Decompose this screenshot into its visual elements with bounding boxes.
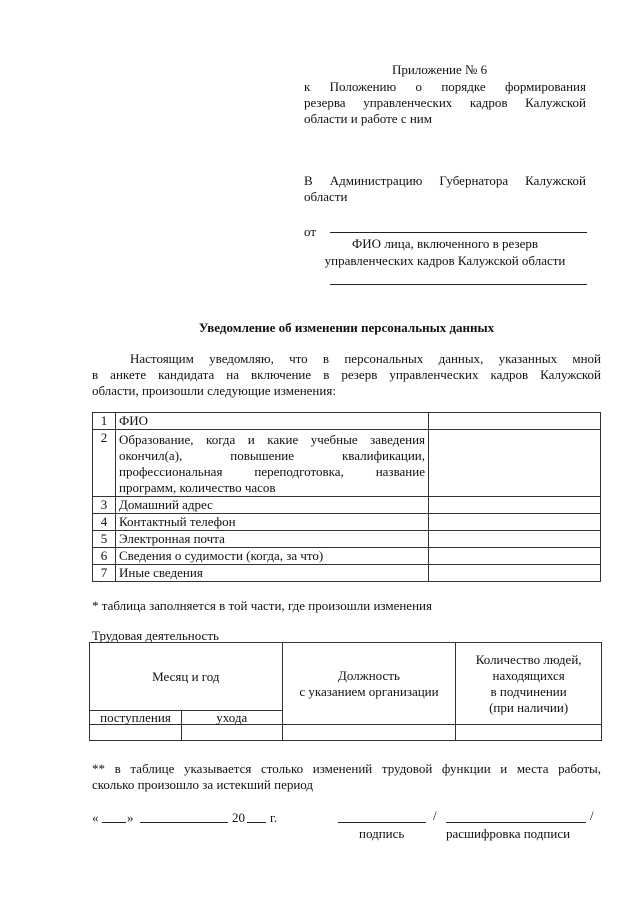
annex-line-1: к Положению о порядке формирования [304,79,586,94]
row-label: Иные сведения [116,565,429,582]
row-value-cell[interactable] [429,430,601,497]
table-row [93,548,601,565]
signature-decode-label: расшифровка подписи [446,826,571,841]
date-month-field[interactable] [140,822,228,823]
row-number: 7 [93,565,116,582]
work-table [89,642,602,741]
row-value-cell[interactable] [429,565,601,582]
work-position-cell[interactable] [282,725,456,741]
annex-title: Приложение № 6 [392,62,488,77]
from-hint-line-1: ФИО лица, включенного в резерв [352,236,538,251]
from-hint-line-2: управленческих кадров Калужской области [324,253,566,268]
date-open-quote: « [92,810,99,825]
work-start-cell[interactable] [90,725,182,741]
row-label: Образование, когда и какие учебные заведения окончил(а), повышение квалификации, профессиональная переподготовка, название программ, количество часов [116,430,429,497]
table-row [93,497,601,514]
row-value-cell[interactable] [429,548,601,565]
row-value-cell[interactable] [429,531,601,548]
footnote-line-1: ** в таблице указывается столько изменений трудовой функции и места работы, [92,761,601,776]
intro-line-2: в анкете кандидата на включение в резерв управленческих кадров Калужской [92,367,601,382]
year-suffix: г. [270,810,278,825]
date-day-field[interactable] [102,822,126,823]
document-title: Уведомление об изменении персональных данных [198,320,495,335]
annex-line-3: области и работе с ним [304,111,432,126]
row-number: 2 [93,430,116,497]
work-end-cell[interactable] [181,725,282,741]
table-row [93,413,601,430]
addressee-line-1: В Администрацию Губернатора Калужской [304,173,586,188]
table-row [93,430,601,497]
date-year-field[interactable] [247,822,266,823]
table-row [93,514,601,531]
intro-line-1: Настоящим уведомляю, что в персональных данных, указанных мной [130,351,601,366]
intro-line-3: области, произошли следующие изменения: [92,383,336,398]
work-caption: Трудовая деятельность [92,628,219,643]
table-row [93,565,601,582]
col-staff-header: Количество людей, находящихся в подчинении (при наличии) [456,643,602,725]
row-label: Домашний адрес [116,497,429,514]
year-prefix: 20 [232,810,245,825]
col-start-header: поступления [90,711,182,725]
footnote-line-2: сколько произошло за истекший период [92,777,314,792]
table-row [93,531,601,548]
col-end-header: ухода [181,711,282,725]
row-number: 5 [93,531,116,548]
from-label: от [304,224,317,239]
row-number: 1 [93,413,116,430]
signature-slash-1: / [433,808,437,823]
table-note: * таблица заполняется в той части, где произошли изменения [92,598,432,613]
row-number: 4 [93,514,116,531]
work-staff-cell[interactable] [456,725,602,741]
signature-slash-2: / [590,808,594,823]
row-number: 3 [93,497,116,514]
row-value-cell[interactable] [429,514,601,531]
addressee-line-2: области [304,189,348,204]
signature-field[interactable] [338,822,426,823]
row-label: Электронная почта [116,531,429,548]
from-extra-field[interactable] [330,284,587,285]
table-row [90,643,602,711]
changes-table [92,412,601,582]
row-number: 6 [93,548,116,565]
signature-label: подпись [359,826,405,841]
row-label: ФИО [116,413,429,430]
signature-decode-field[interactable] [446,822,586,823]
row-label: Контактный телефон [116,514,429,531]
row-value-cell[interactable] [429,497,601,514]
row-label: Сведения о судимости (когда, за что) [116,548,429,565]
col-position-header: Должность с указанием организации [282,643,456,725]
from-name-field[interactable] [330,232,587,233]
date-close-quote: » [127,810,134,825]
annex-line-2: резерва управленческих кадров Калужской [304,95,586,110]
table-row [90,725,602,741]
row-value-cell[interactable] [429,413,601,430]
col-month-header: Месяц и год [90,643,283,711]
